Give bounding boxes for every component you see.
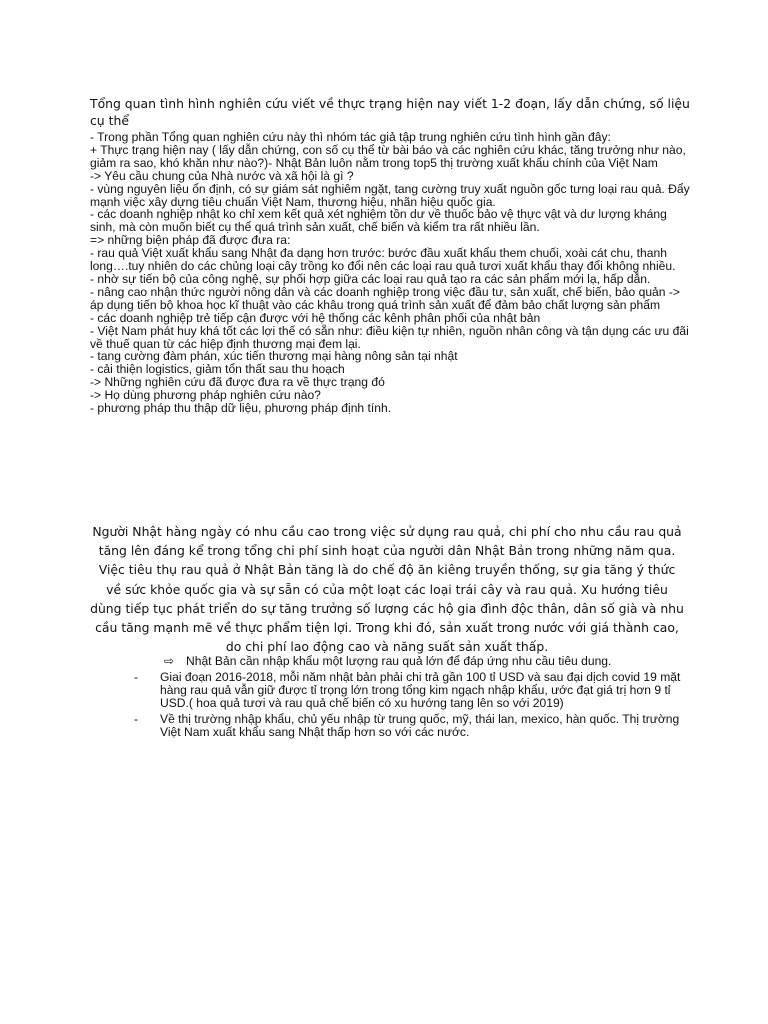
list-item-text: Giai đoạn 2016-2018, mỗi năm nhật bản phải chi trả gần 100 tỉ USD và sau đại dịch covid 19 mặt hàng rau quả vẫn giữ được tỉ trọng lớn trong tổng kim ngạch nhập khẩu, ước đạt giá trị hơn 9 tỉ USD.( hoa quả tươi và rau quả chế biến có xu hướng tang lên so với 2019) [160, 669, 681, 710]
note-line: => những biện pháp đã được đưa ra: [90, 233, 291, 248]
note-line: -> Yêu cầu chung của Nhà nước và xã hội là gì ? [90, 168, 354, 183]
dash-bullet: - [134, 669, 139, 684]
note-line: - nâng cao nhận thức người nông dân và các doanh nghiệp trong việc đầu tư, sản xuất, chế biến, bảo quản -> áp dụng tiến bộ khoa học kĩ thuật vào các khâu trong quá trình sản xuất để đảm bảo chất lượng sản phẩm [90, 284, 680, 312]
list-item [90, 655, 690, 668]
list-item [90, 713, 690, 739]
note-line: -> Những nghiên cứu đã được đưa ra về thực trạng đó [90, 375, 385, 390]
note-line: - các doanh nghiệp trẻ tiếp cận được với hệ thống các kênh phân phối của nhật bản [90, 310, 541, 325]
dash-bullet: - [134, 711, 139, 726]
note-line: - các doanh nghiệp nhật ko chỉ xem kết quả xét nghiệm tồn dư về thuốc bảo vệ thực vật và dư lượng kháng sinh, mà còn muốn biết cụ thể quá trình sản xuất, chế biến và kiểm tra rất nhiều lần. [90, 207, 667, 235]
note-line: - tang cường đàm phán, xúc tiến thương mại hàng nông sản tại nhật [90, 349, 458, 364]
bullet-list [90, 655, 690, 741]
note-line: - rau quả Việt xuất khẩu sang Nhật đa dạng hơn trước: bước đầu xuất khẩu them chuối, xoài cát chu, thanh long….tuy nhiên do các chủng loại cây trồng ko đổi nên các loại rau quả tươi xuất khẩu thay đổi không nhiều. [90, 246, 676, 274]
note-line: - phương pháp thu thập dữ liệu, phương pháp định tính. [90, 401, 392, 416]
list-item [90, 671, 690, 710]
list-item-text: Nhật Bản cần nhập khẩu một lượng rau quả lớn để đáp ứng nhu cầu tiêu dung. [186, 654, 612, 668]
document-heading: Tổng quan tình hình nghiên cứu viết về thực trạng hiện nay viết 1-2 đoạn, lấy dẫn chứng, số liệu cụ thể [90, 96, 690, 128]
note-line: - cải thiện logistics, giảm tổn thất sau thu hoạch [90, 362, 345, 377]
note-line: - vùng nguyên liệu ổn định, có sự giám sát nghiêm ngặt, tang cường truy xuất nguồn gốc tưng loại rau quả. Đẩy mạnh việc xây dựng tiêu chuẩn Việt Nam, thương hiệu, nhãn hiệu quốc gia. [90, 181, 690, 209]
note-line: + Thực trạng hiện nay ( lấy dẫn chứng, con số cụ thể từ bài báo và các nghiên cứu khác, tăng trưởng như nào, giảm ra sao, khó khăn như nào?)- Nhật Bản luôn nằm trong top5 thị trường xuất khẩu chính của Việt Nam [90, 142, 686, 170]
note-line: -> Họ dùng phương pháp nghiên cứu nào? [90, 388, 321, 403]
list-item-text: Về thị trường nhập khẩu, chủ yếu nhập từ trung quốc, mỹ, thái lan, mexico, hàn quốc. Thị trường Việt Nam xuất khẩu sang Nhật thấp hơn so với các nước. [160, 711, 680, 739]
note-line: - Trong phần Tổng quan nghiên cứu này thì nhóm tác giả tập trung nghiên cứu tình hình gần đây: [90, 130, 611, 144]
note-line: - nhờ sự tiến bộ của công nghệ, sự phối hợp giữa các loại rau quả tạo ra các sản phẩm mới lạ, hấp dẫn. [90, 271, 651, 286]
main-paragraph: Người Nhật hàng ngày có nhu cầu cao trong việc sử dụng rau quả, chi phí cho nhu cầu rau quả tăng lên đáng kể trong tổng chi phí sinh hoạt của người dân Nhật Bản trong những năm qua. Việc tiêu thụ rau quả ở Nhật Bản tăng là do chế độ ăn kiêng truyền thống, sự gia tăng ý thức về sức khỏe quốc gia và sự sẵn có của một loạt các loại trái cây và rau quả. Xu hướng tiêu dùng tiếp tục phát triển do sự tăng trưởng số lượng các hộ gia đình độc thân, dân số già và nhu cầu tăng mạnh mẽ về thực phẩm tiện lợi. Trong khi đó, sản xuất trong nước với giá thành cao, do chi phí lao động cao và năng suất sản xuất thấp. [90, 524, 684, 655]
arrow-bullet-icon: ⇨ [164, 654, 175, 668]
note-line: - Việt Nam phát huy khá tốt các lợi thế có sẵn như: điều kiện tự nhiên, nguồn nhân công và tận dụng các ưu đãi về thuế quan từ các hiệp định thương mại đem lại. [90, 323, 689, 351]
notes-block [90, 131, 690, 415]
